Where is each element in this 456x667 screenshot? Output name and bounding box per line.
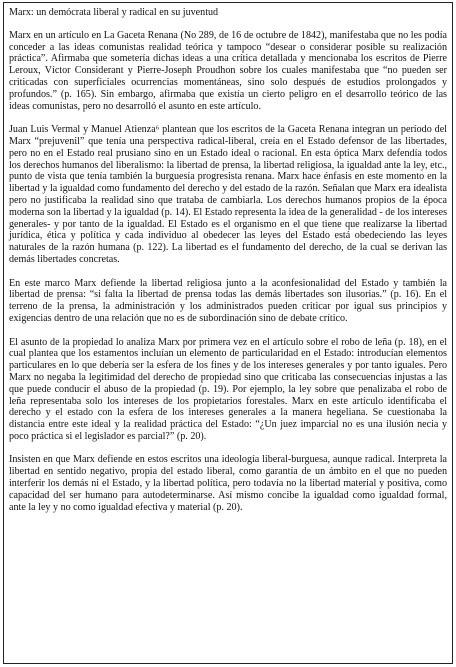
paragraph-3: En este marco Marx defiende la libertad religiosa junto a la aconfesionalidad del Estado y también la libertad de prensa: “si falta la libertad de prensa todas las demás libertades son ilusorias.” (p. 16). En el terreno de la prensa, la administración y los administrados pueden criticar por igual sus principios y exigencias dentro de una relación que no es de subordinación sino de debate crítico. <box>9 277 447 324</box>
document-page <box>3 2 453 664</box>
paragraph-1: Marx en un artículo en La Gaceta Renana (No 289, de 16 de octubre de 1842), manifestaba que no les podía conceder a las ideas comunistas realidad teórica y tampoco “desear o considerar posible su realización práctica”. Afirmaba que sometería dichas ideas a una crítica detallada y mencionaba los escritos de Pierre Leroux, Víctor Considerant y Pierre-Joseph Proudhon sobre los cuales manifestaba que “no pueden ser criticadas con superficiales ocurrencias momentáneas, sino solo después de estudios prolongados y profundos.” (p. 165). Sin embargo, afirmaba que existía un cierto peligro en el desarrollo teórico de las ideas comunistas, pero no desarrolló el asunto en este artículo. <box>9 29 447 112</box>
paragraph-5: Insisten en que Marx defiende en estos escritos una ideología liberal-burguesa, aunque radical. Interpreta la libertad en sentido negativo, propia del estado liberal, como garantía de un ámbito en el que no pueden interferir los demás ni el Estado, y la libertad política, pero todavía no la libertad material y positiva, como capacidad del ser humano para autodeterminarse. Así mismo concibe la igualdad como igualdad formal, ante la ley y no como igualdad efectiva y material (p. 20). <box>9 454 447 513</box>
document-title: Marx: un demócrata liberal y radical en su juventud <box>9 7 219 18</box>
paragraph-4: El asunto de la propiedad lo analiza Marx por primera vez en el artículo sobre el robo de leña (p. 18), en el cual plantea que los estamentos incluían un elemento de particularidad en el Estado: introducían elementos particulares en lo que debería ser la esfera de los fines y de los intereses generales y por tanto iguales. Pero Marx no negaba la legitimidad del derecho de propiedad sino que criticaba las consecuencias injustas a las que puede conducir el abuso de la propiedad (p. 19). Por ejemplo, la ley sobre que penalizaba el robo de leña representaba solo los intereses de los propietarios forestales. Marx en este artículo identificaba el derecho y el estado con la esfera de los intereses generales a la manera hegeliana. Se cuestionaba la distancia entre este ideal y la realidad práctica del Estado: “¿Un juez imparcial no es una ilusión necia y poco práctica si el legislador es parcial?” (p. 20). <box>9 336 447 442</box>
paragraph-2: Juan Luis Vermal y Manuel Atienza⁶ plantean que los escritos de la Gaceta Renana integran un período del Marx “prejuvenil” que tenía una perspectiva radical-liberal, creía en el Estado defensor de las libertades, pero no en el Estado real prusiano sino en un Estado ideal o racional. En esta óptica Marx defendía todos los derechos humanos del liberalismo: la libertad de prensa, la libertad religiosa, la igualdad ante la ley, etc., punto de vista que tenía también la burguesía progresista renana. Marx hace énfasis en este momento en la libertad y la igualdad como fundamento del derecho y del estado de la razón. Señalan que Marx era idealista pero no justificaba la realidad sino que trataba de cambiarla. Los derechos humanos propios de la época moderna son la libertad y la igualdad (p. 14). El Estado representa la idea de la generalidad - de los intereses generales- y por tanto de la igualdad. El Estado es el organismo en el que tiene que realizarse la libertad jurídica, ética y política y cada individuo al obedecer las leyes del Estado está obedeciendo las leyes naturales de la razón humana (p. 122). La libertad es el fundamento del derecho, de la cual se derivan las demás libertades concretas. <box>9 124 447 265</box>
